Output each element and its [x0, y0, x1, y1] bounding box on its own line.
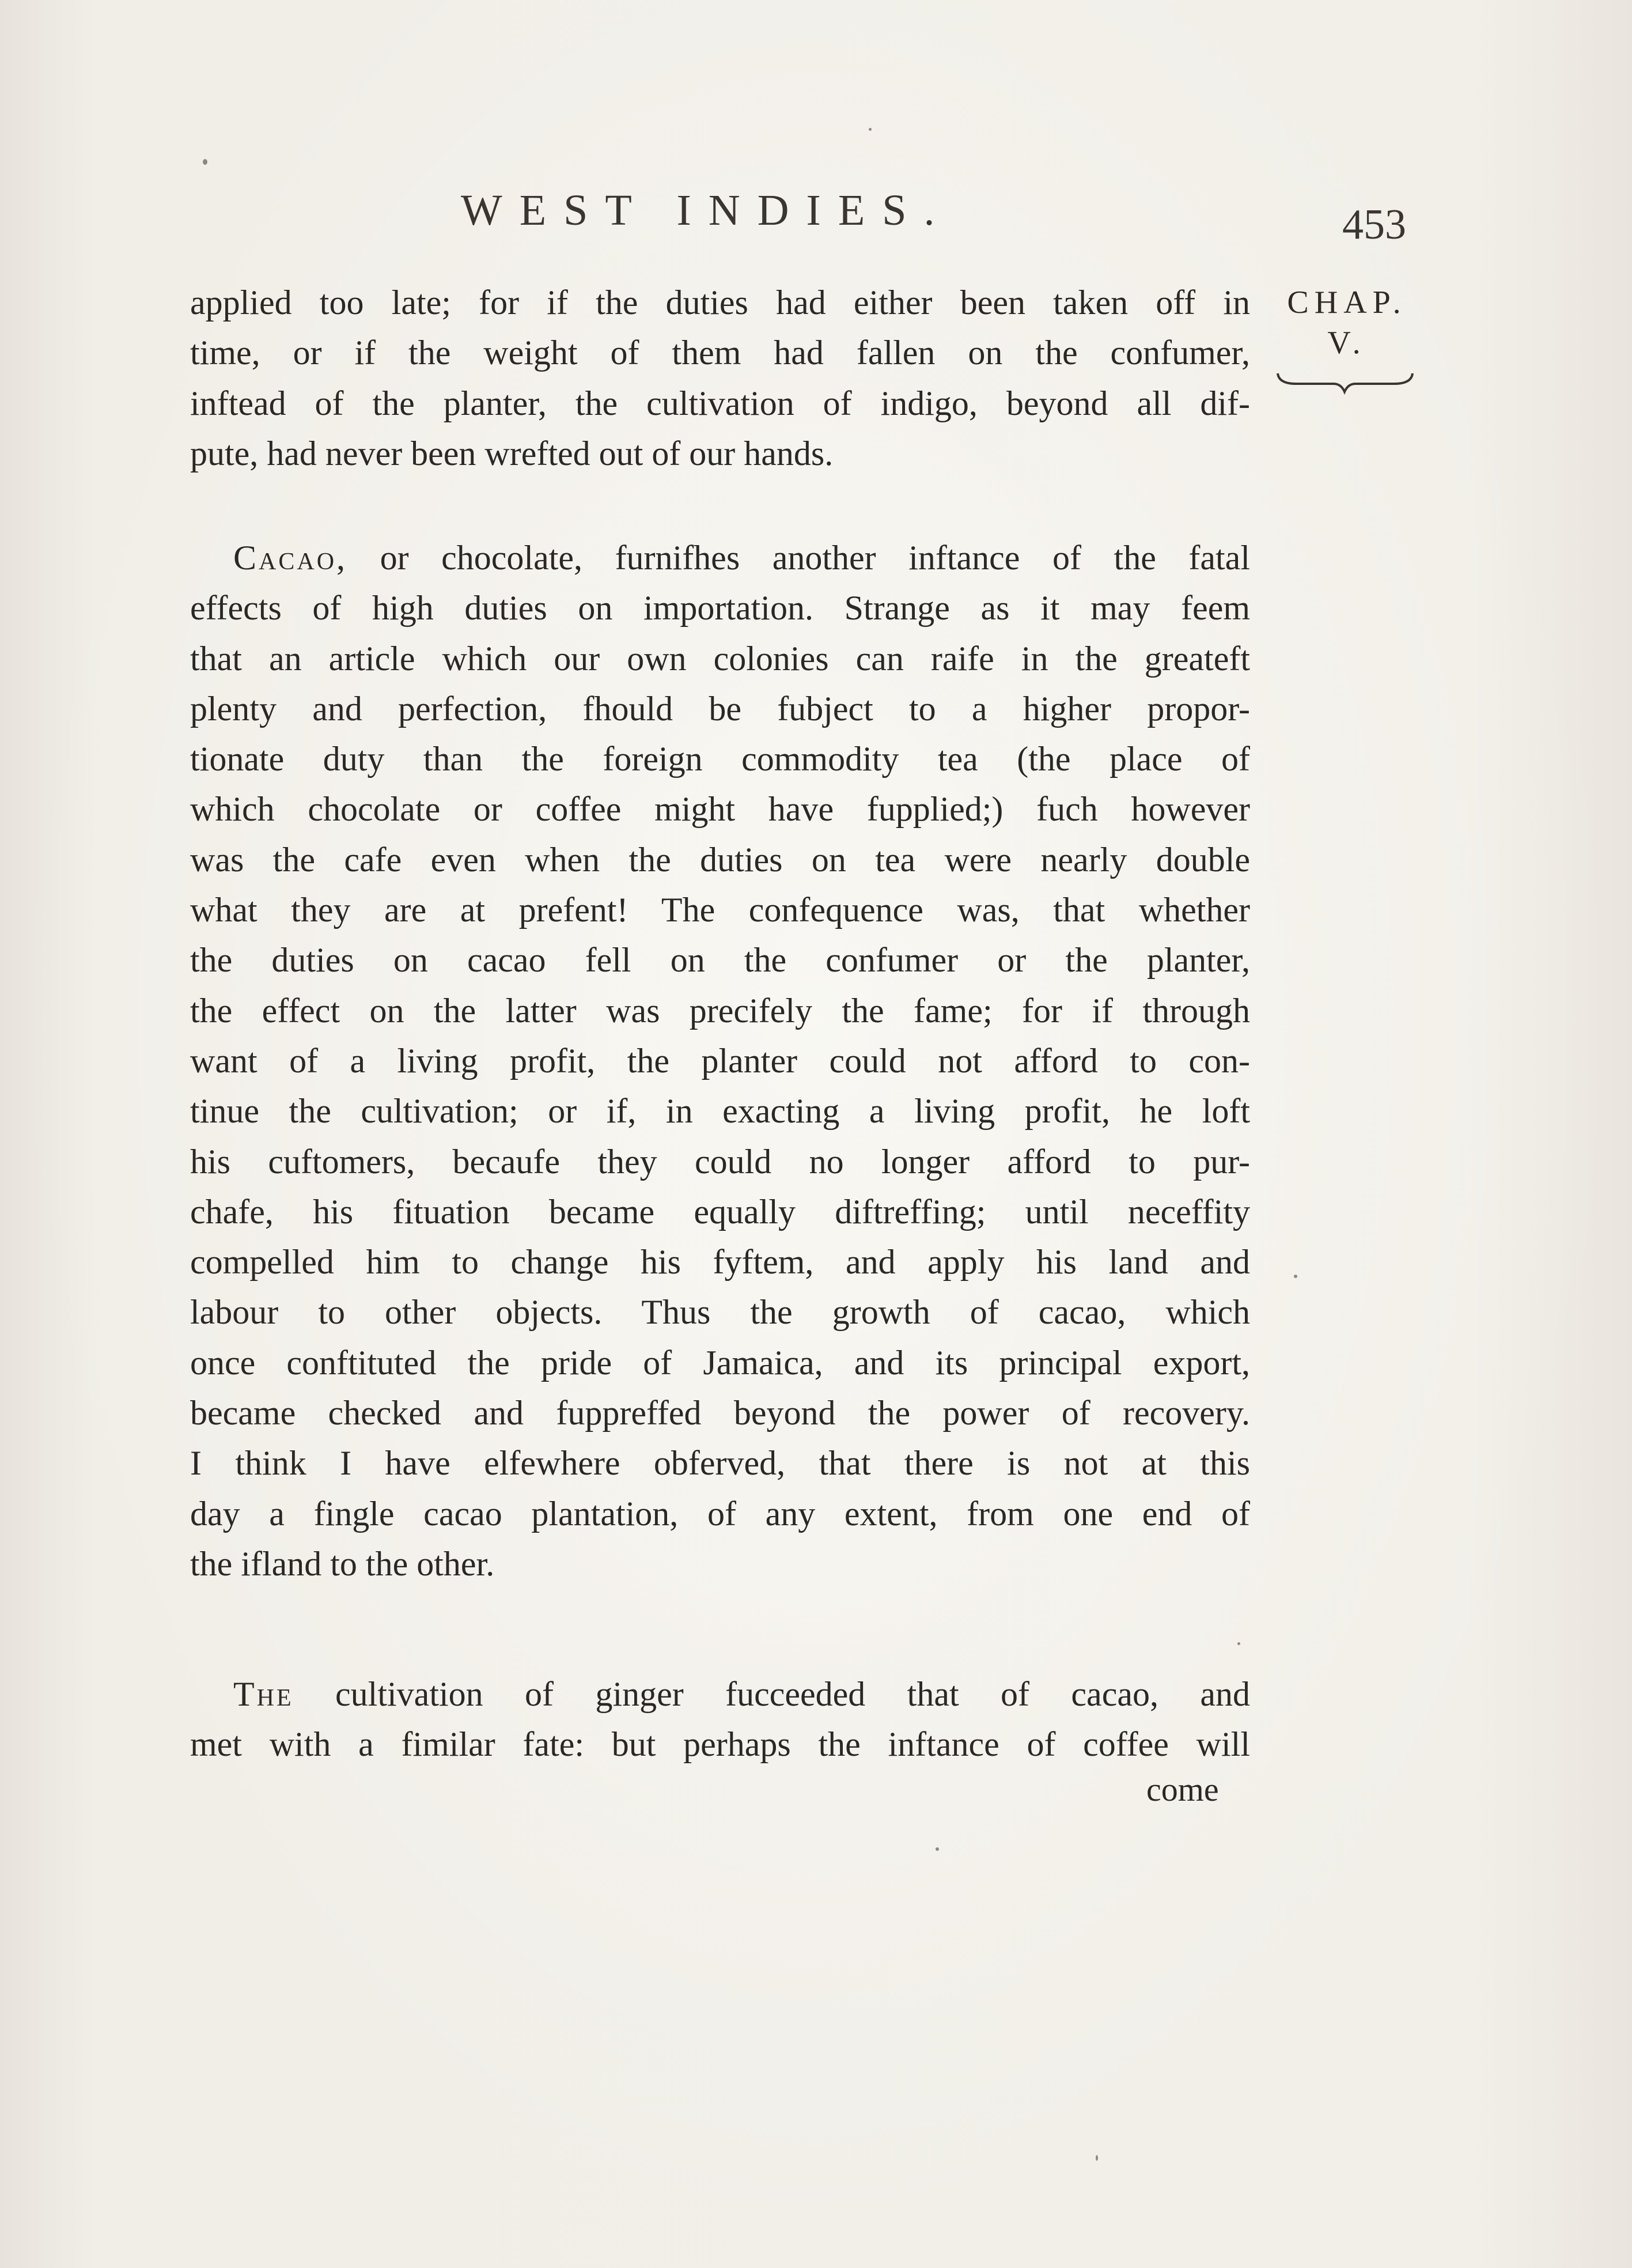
text-line: which chocolate or coffee might have fupplied;) fuch however: [190, 790, 1250, 829]
text-line: inftead of the planter, the cultivation of indigo, beyond all dif-: [190, 384, 1250, 422]
text-line-rest: cultivation of ginger fucceeded that of cacao, and: [293, 1675, 1250, 1713]
paragraph-lead-word: The: [233, 1675, 294, 1713]
paper-speck: [936, 1847, 939, 1851]
text-line: his cuftomers, becaufe they could no longer afford to pur-: [190, 1142, 1250, 1181]
text-line: want of a living profit, the planter could not afford to con-: [190, 1041, 1250, 1080]
text-line: effects of high duties on importation. Strange as it may feem: [190, 589, 1250, 628]
text-line-rest: or chocolate, furnifhes another inftance of the fatal: [347, 539, 1250, 577]
paper-speck: [1096, 2155, 1098, 2161]
catchword: come: [1146, 1771, 1219, 1808]
text-line: chafe, his fituation became equally diftreffing; until neceffity: [190, 1192, 1250, 1231]
paragraph-lead-word: Cacao,: [233, 539, 348, 577]
text-line: day a fingle cacao plantation, of any extent, from one end of: [190, 1494, 1250, 1533]
chapter-label: CHAP.: [1287, 285, 1407, 320]
text-line: tionate duty than the foreign commodity tea (the place of: [190, 740, 1250, 778]
text-line: the duties on cacao fell on the confumer or the planter,: [190, 941, 1250, 980]
text-line: I think I have elfewhere obferved, that there is not at this: [190, 1444, 1250, 1483]
text-line: [190, 1669, 1250, 1719]
text-line: compelled him to change his fyftem, and apply his land and: [190, 1243, 1250, 1282]
text-line: tinue the cultivation; or if, in exacting a living profit, he loft: [190, 1092, 1250, 1131]
brace-ornament-icon: [1273, 369, 1417, 398]
page-number: 453: [1342, 201, 1406, 248]
text-line: the effect on the latter was precifely the fame; for if through: [190, 991, 1250, 1030]
paper-speck: [869, 128, 872, 131]
paper-speck: [203, 159, 207, 165]
text-line: [190, 533, 1250, 583]
text-line: became checked and fuppreffed beyond the power of recovery.: [190, 1394, 1250, 1432]
margin-chapter-note: [1278, 282, 1416, 363]
running-head: WEST INDIES.: [461, 186, 952, 235]
paper-speck: [1294, 1275, 1297, 1278]
paragraph-cacao: [190, 533, 1250, 1589]
paper-speck: [1237, 1642, 1240, 1645]
paragraph-indigo: [190, 278, 1250, 479]
text-line: met with a fimilar fate: but perhaps the inftance of coffee will: [190, 1725, 1250, 1764]
text-line: plenty and perfection, fhould be fubject to a higher propor-: [190, 689, 1250, 728]
paragraph-ginger: [190, 1669, 1250, 1770]
text-line: applied too late; for if the duties had either been taken off in: [190, 284, 1250, 322]
text-line: that an article which our own colonies can raife in the greateft: [190, 639, 1250, 678]
text-line: once conftituted the pride of Jamaica, and its principal export,: [190, 1343, 1250, 1382]
text-line: labour to other objects. Thus the growth of cacao, which: [190, 1293, 1250, 1332]
text-line: pute, had never been wrefted out of our hands.: [190, 434, 834, 472]
chapter-number: V.: [1327, 325, 1366, 361]
text-line: what they are at prefent! The confequence was, that whether: [190, 891, 1250, 929]
text-line: was the cafe even when the duties on tea were nearly double: [190, 840, 1250, 879]
text-line: time, or if the weight of them had fallen on the confumer,: [190, 334, 1250, 372]
text-line: the ifland to the other.: [190, 1544, 495, 1583]
